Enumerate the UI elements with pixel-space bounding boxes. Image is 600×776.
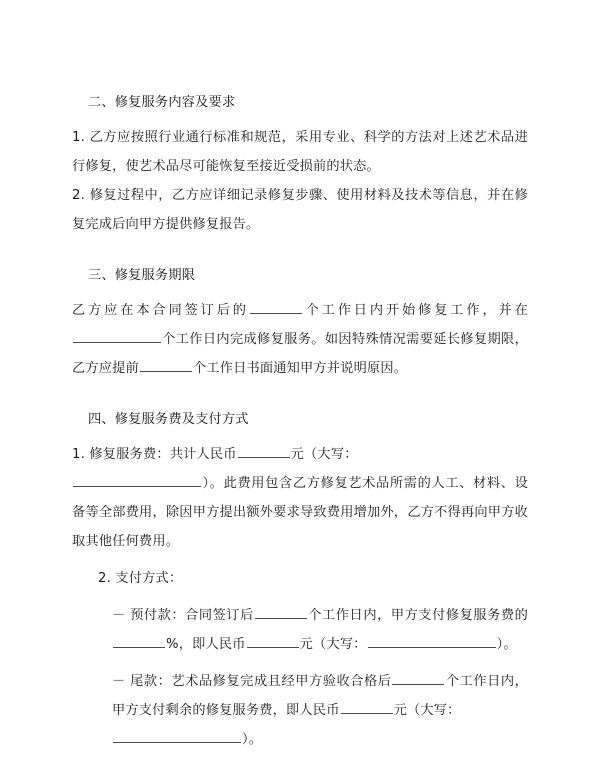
paragraph-3-body <box>72 296 528 383</box>
paragraph-marker: 2. <box>98 571 111 586</box>
blank-field-final-amount[interactable] <box>341 700 393 714</box>
term-text-e: 个工作日书面通知甲方并说明原因。 <box>192 361 408 376</box>
paragraph-text: 修复过程中，乙方应详细记录修复步骤、使用材料及技术等信息，并在修复完成后向甲方提供修复报告。 <box>72 188 528 232</box>
blank-field-advance-percent[interactable] <box>113 634 165 648</box>
blank-field-advance-days[interactable] <box>255 605 307 619</box>
dash-marker: － <box>112 608 126 623</box>
spacer <box>72 659 528 667</box>
spacer <box>72 593 528 601</box>
blank-field-advance-amount[interactable] <box>247 634 299 648</box>
spacer <box>72 383 528 405</box>
payment-seg-2: 个工作日内，甲方支付修复服务费 <box>307 608 515 623</box>
payment-seg-6: ）。 <box>496 637 517 652</box>
spacer <box>72 239 528 261</box>
blank-field-start-days[interactable] <box>250 300 302 314</box>
paragraph-4-payment <box>72 564 528 593</box>
payment-item-final <box>72 667 528 754</box>
blank-field-finish-days[interactable] <box>73 329 161 343</box>
term-text-d: 乙方应提前 <box>72 361 139 376</box>
payment-seg-3: ，甲方支付剩余的修复服务费，即人民币 <box>112 674 528 718</box>
paragraph-2-1 <box>72 123 528 181</box>
fee-tail-1: 、材料、设备等全部费用，除因甲方提出额外要求导致费用增加外， <box>72 476 529 520</box>
payment-item-advance <box>72 601 528 659</box>
paragraph-marker: 2. <box>72 188 85 203</box>
document-body <box>72 88 528 754</box>
payment-seg-1: 合同签订后 <box>185 608 254 623</box>
term-text-c: 个工作日内完成修复服务。如因特殊情况需要延长修复期限， <box>162 332 528 347</box>
payment-seg-4: %，即人民币 <box>166 637 246 652</box>
fee-tail-2: 乙方不得再向甲方收取其他任何费用。 <box>72 505 528 549</box>
section-heading-four: 四、修复服务费及支付方式 <box>88 412 249 427</box>
payment-item-name: 尾款： <box>130 674 172 689</box>
paragraph-text: 乙方应按照行业通行标准和规范，采用专业、科学的方法对上述艺术品进行修复，使艺术品尽可能恢复至接近受损前的状态。 <box>72 130 528 174</box>
payment-seg-5: 元（大写： <box>299 637 367 652</box>
payment-seg-4: 元（大写： <box>393 703 461 718</box>
payment-item-name: 预付款： <box>130 608 186 623</box>
term-text-a: 乙方应在本合同签订后的 <box>72 303 249 318</box>
section-heading-three: 三、修复服务期限 <box>88 268 196 283</box>
payment-seg-1: 艺术品修复完成且经甲方验收合格后 <box>171 674 392 689</box>
blank-field-fee-amount-words[interactable] <box>73 473 201 487</box>
payment-label: 支付方式： <box>115 571 183 586</box>
fee-unit: 元（大写： <box>290 447 358 462</box>
blank-field-final-amount-words[interactable] <box>113 729 241 743</box>
blank-field-notice-days[interactable] <box>140 358 192 372</box>
fee-close: ）。此费用包含乙方修复艺术品所需的人工 <box>202 476 460 491</box>
section-heading-two: 二、修复服务内容及要求 <box>88 95 236 110</box>
payment-seg-2: 个工作日内 <box>445 674 515 689</box>
spacer <box>72 556 528 564</box>
payment-seg-3: 的 <box>514 608 528 623</box>
blank-field-fee-amount[interactable] <box>238 444 290 458</box>
paragraph-marker: 1. <box>72 130 85 145</box>
paragraph-2-2 <box>72 181 528 239</box>
paragraph-marker: 1. <box>72 447 85 462</box>
dash-marker: － <box>112 674 126 689</box>
term-text-b: 个工作日内开始修复工作，并在 <box>302 303 528 318</box>
blank-field-advance-amount-words[interactable] <box>368 634 496 648</box>
blank-field-final-days[interactable] <box>392 671 444 685</box>
payment-seg-5: ）。 <box>242 732 263 747</box>
paragraph-4-fee <box>72 440 528 556</box>
fee-label: 修复服务费：共计人民币 <box>89 447 237 462</box>
